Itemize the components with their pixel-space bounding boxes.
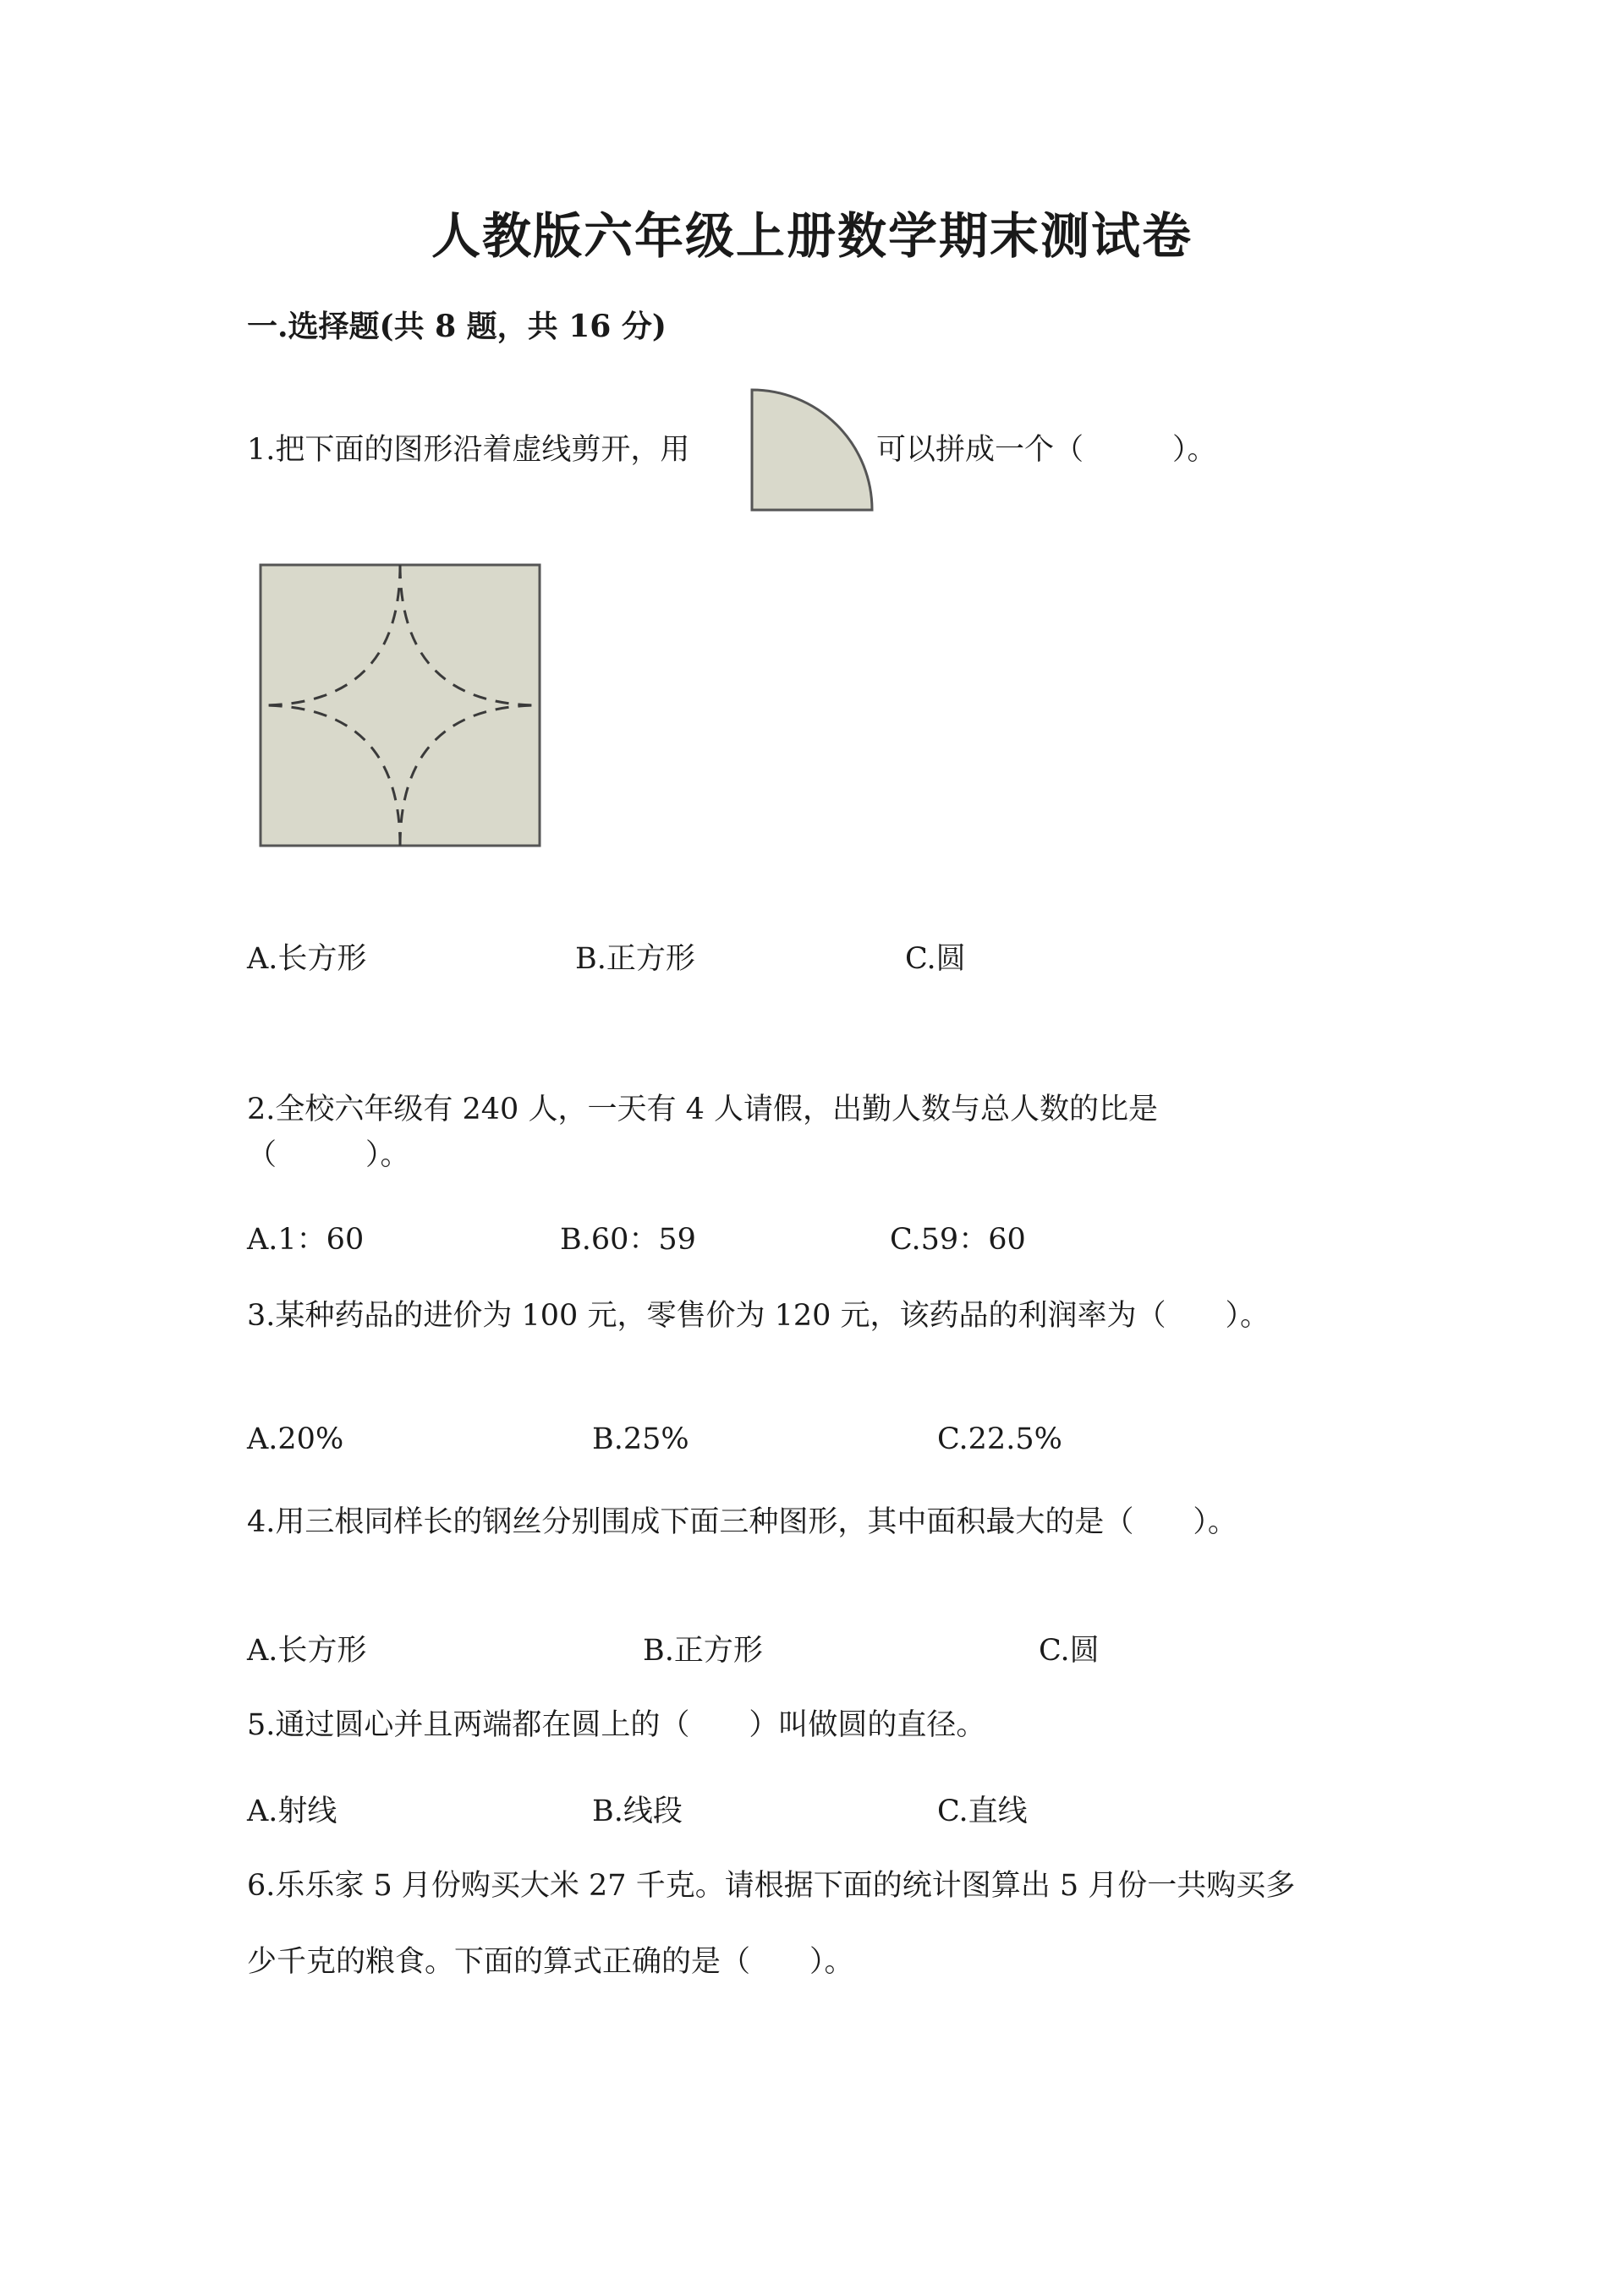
q5-option-c: C.直线 — [937, 1795, 1028, 1828]
q3-option-a: A.20% — [247, 1422, 344, 1456]
question-2-text-cont: （ ）。 — [247, 1138, 410, 1172]
q2-option-b: B.60：59 — [560, 1223, 696, 1257]
q2-option-c: C.59：60 — [890, 1223, 1026, 1257]
question-1-text-after: 可以拼成一个（ ）。 — [876, 433, 1217, 467]
q1-option-b: B.正方形 — [575, 942, 695, 976]
q4-option-b: B.正方形 — [643, 1634, 763, 1668]
quarter-circle-figure — [751, 389, 875, 511]
q4-option-a: A.长方形 — [247, 1634, 367, 1668]
q1-option-c: C.圆 — [905, 942, 966, 976]
question-1-text-before: 1.把下面的图形沿着虚线剪开，用 — [247, 433, 690, 467]
square-cut-figure — [259, 563, 541, 847]
q4-option-c: C.圆 — [1039, 1634, 1100, 1668]
q5-option-b: B.线段 — [592, 1795, 683, 1828]
q3-option-c: C.22.5% — [937, 1422, 1062, 1456]
question-3-text: 3.某种药品的进价为 100 元，零售价为 120 元，该药品的利润率为（ ）。 — [247, 1299, 1270, 1333]
page-title: 人教版六年级上册数学期末测试卷 — [431, 207, 1193, 265]
q5-option-a: A.射线 — [247, 1795, 337, 1828]
q2-option-a: A.1：60 — [247, 1223, 365, 1257]
question-6-text-cont: 少千克的粮食。下面的算式正确的是（ ）。 — [247, 1945, 854, 1979]
q3-option-b: B.25% — [592, 1422, 689, 1456]
section-heading: 一.选择题(共 8 题，共 16 分) — [247, 309, 667, 344]
question-6-text: 6.乐乐家 5 月份购买大米 27 千克。请根据下面的统计图算出 5 月份一共购买多 — [247, 1869, 1296, 1903]
question-5-text: 5.通过圆心并且两端都在圆上的（ ）叫做圆的直径。 — [247, 1708, 986, 1742]
q1-option-a: A.长方形 — [247, 942, 367, 976]
question-4-text: 4.用三根同样长的钢丝分别围成下面三种图形，其中面积最大的是（ ）。 — [247, 1505, 1237, 1539]
question-2-text: 2.全校六年级有 240 人，一天有 4 人请假，出勤人数与总人数的比是 — [247, 1093, 1158, 1126]
